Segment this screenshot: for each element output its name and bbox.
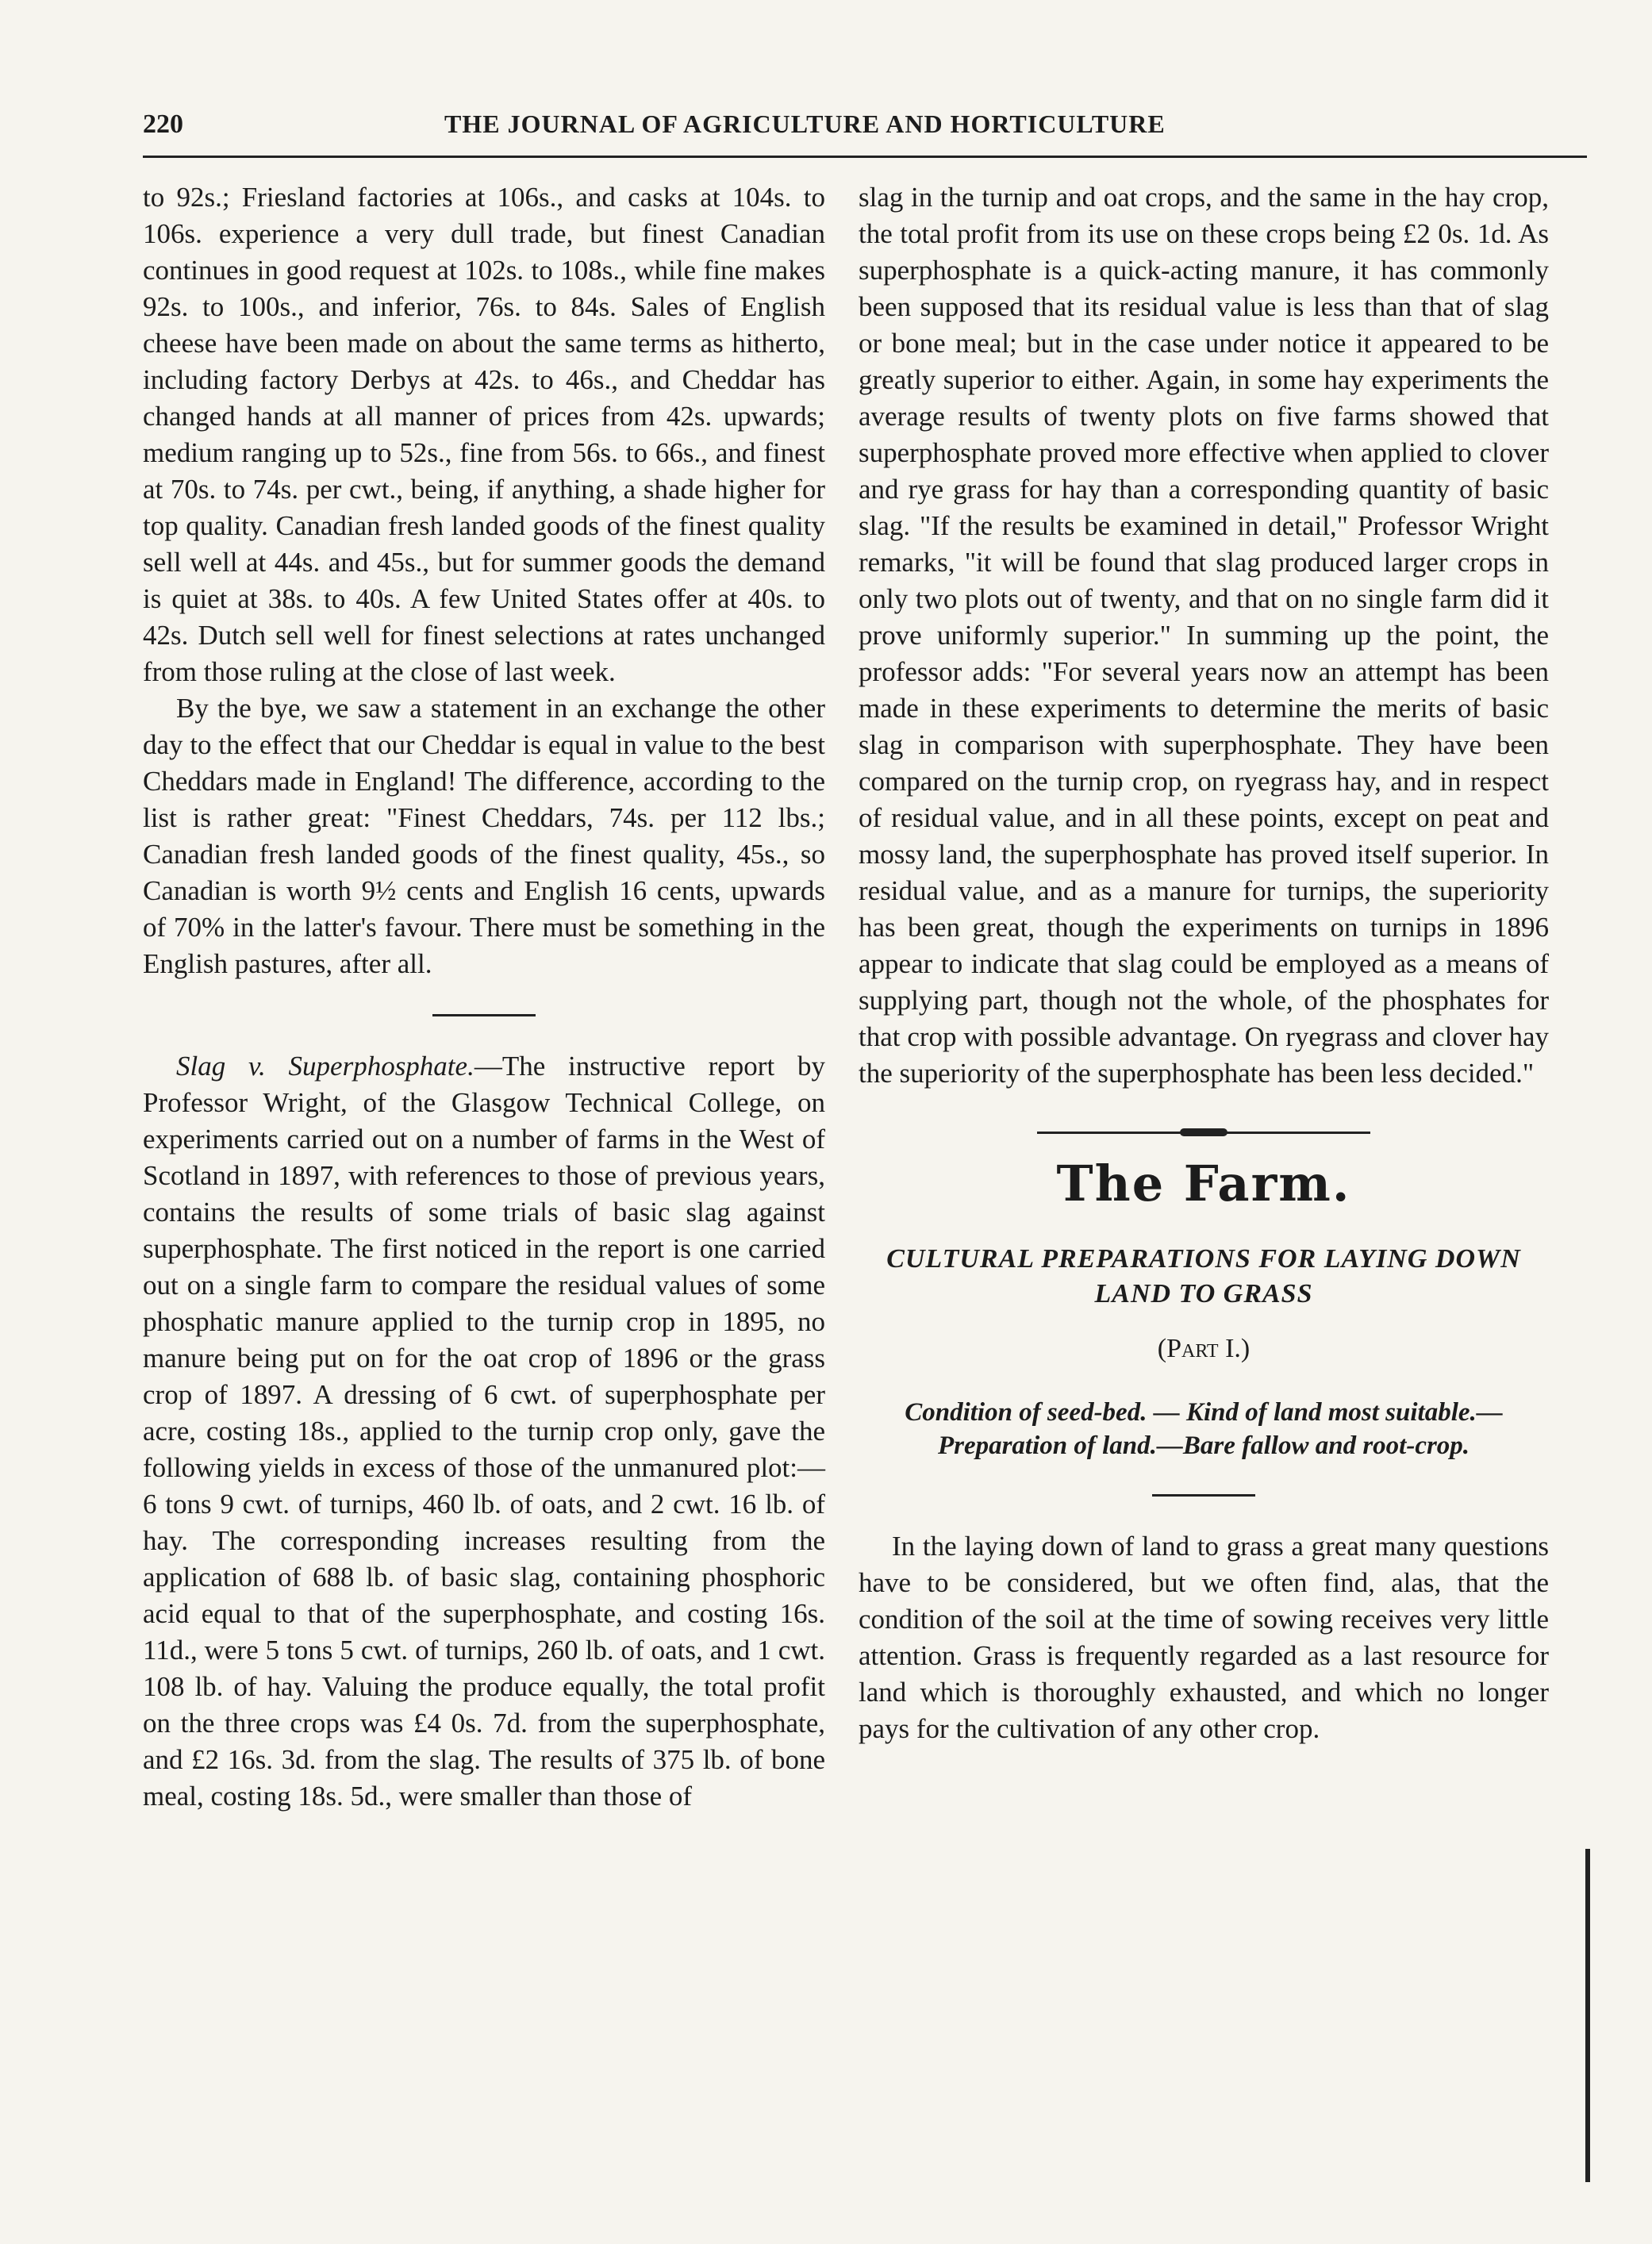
right-column xyxy=(859,179,1549,1747)
cheddar-paragraph: By the bye, we saw a statement in an exchange the other day to the effect that our Cheddar is equal in value to the best Cheddars made in England! The difference, according to the list is rather great: "Finest Cheddars, 74s. per 112 lbs.; Canadian fresh landed goods of the finest quality, 45s., so Canadian is worth 9½ cents and English 16 cents, upwards of 70% in the latter's favour. There must be something in the English pastures, after all. xyxy=(143,693,825,979)
article-title: CULTURAL PREPARATIONS FOR LAYING DOWN LAND TO GRASS xyxy=(886,1244,1521,1308)
header-rule xyxy=(143,156,1587,158)
running-title: THE JOURNAL OF AGRICULTURE AND HORTICULTURE xyxy=(444,110,1166,138)
cheese-market-paragraph: to 92s.; Friesland factories at 106s., and casks at 104s. to 106s. experience a very dull trade, but finest Canadian continues in good request at 102s. to 108s., while fine makes 92s. to 100s., and inferior, 76s. to 84s. Sales of English cheese have been made on about the same terms as hitherto, including factory Derbys at 42s. to 46s., and Cheddar has changed hands at all manner of prices from 42s. upwards; medium ranging up to 52s., fine from 56s. to 66s., and finest at 70s. to 74s. per cwt., being, if anything, a shade higher for top quality. Canadian fresh landed goods of the finest quality sell well at 44s. and 45s., but for summer goods the demand is quiet at 38s. to 40s. A few United States offer at 40s. to 42s. Dutch sell well for finest selections at rates unchanged from those ruling at the close of last week. xyxy=(143,182,825,687)
ornamental-divider xyxy=(1037,1132,1370,1134)
subhead-divider xyxy=(1152,1494,1255,1497)
left-column xyxy=(143,179,825,1815)
part-label: (Part I.) xyxy=(1157,1334,1251,1363)
page-header xyxy=(143,110,1587,149)
slag-continuation-paragraph: slag in the turnip and oat crops, and the same in the hay crop, the total profit from its use on these crops being £2 0s. 1d. As superphosphate is a quick-acting manure, it has commonly been supposed that its residual value is less than that of slag or bone meal; but in the case under notice it appeared to be greatly superior to either. Again, in some hay experiments the average results of twenty plots on five farms showed that superphosphate proved more effective when applied to clover and rye grass for hay than a corresponding quantity of basic slag. "If the results be examined in detail," Professor Wright remarks, "it will be found that slag produced larger crops in only two plots out of twenty, and that on no single farm did it prove uniformly superior." In summing up the point, the professor adds: "For several years now an attempt has been made in these experiments to determine the merits of basic slag in comparison with superphosphate. They have been compared on the turnip crop, on ryegrass hay, and in respect of residual value, and in all these points, except on peat and mossy land, the superphosphate has proved itself superior. In residual value, and as a manure for turnips, the superiority has been great, though the experiments on turnips in 1896 appear to indicate that slag could be employed as a means of supplying part, though not the whole, of the phosphates for that crop with possible advantage. On ryegrass and clover hay the superiority of the superphosphate has been less decided." xyxy=(859,182,1549,1089)
page-number: 220 xyxy=(143,110,183,139)
slag-text: —The instructive report by Professor Wright, of the Glasgow Technical College, on experiments carried out on a number of farms in the West of Scotland in 1897, with references to those of previous years, contains the results of some trials of basic slag against superphosphate. The first noticed in the report is one carried out on a single farm to compare the residual values of some phosphatic manure applied to the turnip crop in 1895, no manure being put on for the oat crop of 1896 or the grass crop of 1897. A dressing of 6 cwt. of superphosphate per acre, costing 18s., applied to the turnip crop only, gave the following yields in excess of those of the unmanured plot:—6 tons 9 cwt. of turnips, 460 lb. of oats, and 2 cwt. 16 lb. of hay. The corresponding increases resulting from the application of 688 lb. of basic slag, containing phosphoric acid equal to that of the superphosphate, and costing 16s. 11d., were 5 tons 5 cwt. of turnips, 260 lb. of oats, and 1 cwt. 108 lb. of hay. Valuing the produce equally, the total profit on the three crops was £4 0s. 7d. from the superphosphate, and £2 16s. 3d. from the slag. The results of 375 lb. of bone meal, costing 18s. 5d., were smaller than those of xyxy=(143,1051,825,1812)
section-title: The Farm. xyxy=(1056,1155,1351,1212)
slag-paragraph xyxy=(143,1048,825,1815)
edge-mark xyxy=(1585,1849,1590,2182)
article-subhead: Condition of seed-bed. — Kind of land most suitable.—Preparation of land.—Bare fallow and root-crop. xyxy=(905,1398,1503,1460)
slag-heading: Slag v. Superphosphate. xyxy=(176,1051,474,1082)
section-divider xyxy=(432,1014,536,1016)
grass-paragraph: In the laying down of land to grass a great many questions have to be considered, but we often find, alas, that the condition of the soil at the time of sowing receives very little attention. Grass is frequently regarded as a last resource for land which is thoroughly exhausted, and which no longer pays for the cultivation of any other crop. xyxy=(859,1531,1549,1744)
